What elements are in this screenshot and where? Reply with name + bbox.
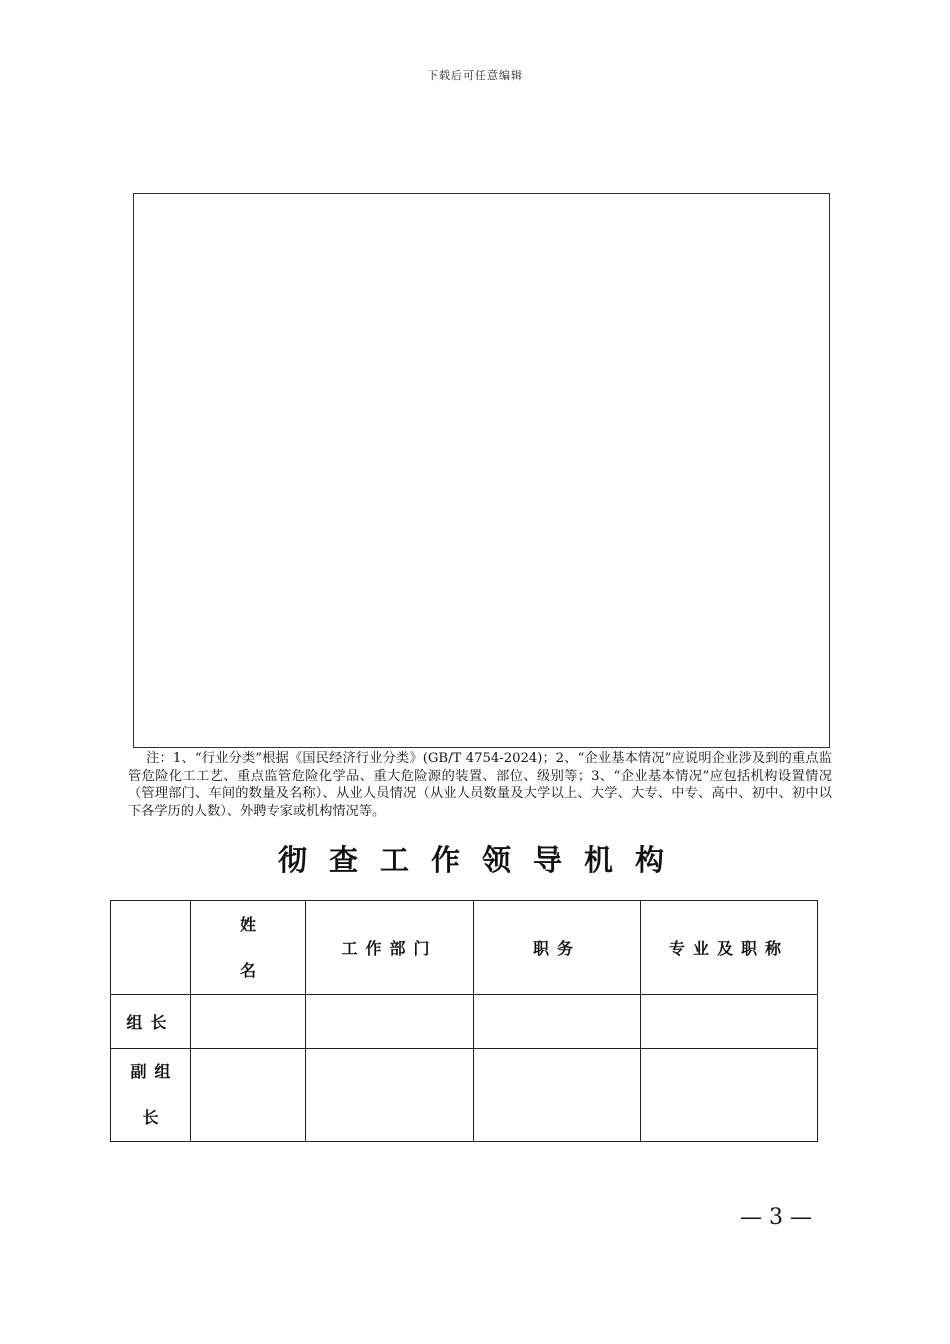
table-row-deputy <box>111 1049 818 1142</box>
table-header-row <box>111 901 818 995</box>
table-row-leader <box>111 995 818 1049</box>
deputy-specialty-cell[interactable] <box>641 1049 818 1142</box>
row-label-leader: 组长 <box>111 995 191 1049</box>
header-corner-cell <box>111 901 191 995</box>
enterprise-info-box <box>133 193 830 748</box>
header-name-line1: 姓 <box>239 914 264 934</box>
header-name-line2: 名 <box>239 960 264 980</box>
deputy-department-cell[interactable] <box>306 1049 474 1142</box>
leader-specialty-cell[interactable] <box>641 995 818 1049</box>
header-position: 职务 <box>474 901 641 995</box>
row-label-deputy-line1: 副组 <box>130 1062 179 1081</box>
deputy-name-cell[interactable] <box>191 1049 306 1142</box>
leader-name-cell[interactable] <box>191 995 306 1049</box>
header-department: 工作部门 <box>306 901 474 995</box>
page-number: — 3 — <box>740 1205 812 1230</box>
leader-position-cell[interactable] <box>474 995 641 1049</box>
header-name <box>191 901 306 995</box>
header-specialty: 专业及职称 <box>641 901 818 995</box>
section-title: 彻查工作领导机构 <box>277 843 686 877</box>
row-label-deputy <box>111 1049 191 1142</box>
leader-department-cell[interactable] <box>306 995 474 1049</box>
footnote-text: 注：1、“行业分类”根据《国民经济行业分类》(GB/T 4754-2024)；2、“企业基本情况”应说明企业涉及到的重点监管危险化工工艺、重点监管危险化学品、重大危险源的装置、部位、级别等；3、“企业基本情况”应包括机构设置情况（管理部门、车间的数量及名称）、从业人员情况（从业人员数量及大学以上、大学、大专、中专、高中、初中、初中以下各学历的人数）、外聘专家或机构情况等。 <box>128 751 832 819</box>
footnote <box>128 750 832 820</box>
deputy-position-cell[interactable] <box>474 1049 641 1142</box>
row-label-deputy-line2: 长 <box>142 1108 167 1127</box>
leadership-table <box>110 900 818 1142</box>
header-note: 下载后可任意编辑 <box>427 69 523 82</box>
